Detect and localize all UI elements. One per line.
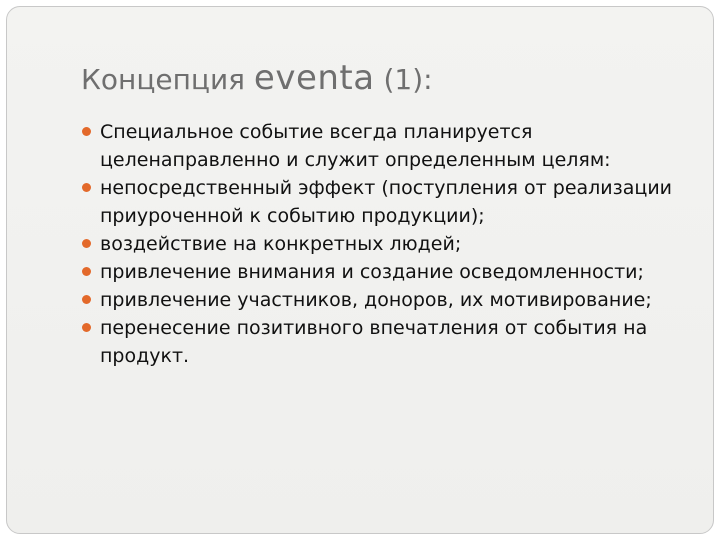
title-number: (1): <box>374 63 433 96</box>
bullet-dot-icon <box>82 183 91 192</box>
list-item-text: Специальное событие всегда планируется целенаправленно и служит определенным целям: <box>100 121 611 171</box>
list-item <box>82 118 682 174</box>
bullet-list <box>82 118 682 370</box>
bullet-dot-icon <box>82 127 91 136</box>
list-item-text: привлечение участников, доноров, их мотивирование; <box>100 289 652 311</box>
list-item-text: перенесение позитивного впечатления от события на продукт. <box>100 317 648 367</box>
bullet-dot-icon <box>82 267 91 276</box>
bullet-dot-icon <box>82 323 91 332</box>
list-item-text: воздействие на конкретных людей; <box>100 233 462 255</box>
bullet-dot-icon <box>82 295 91 304</box>
slide-title <box>81 58 433 98</box>
title-word-eventa: eventa <box>253 58 375 98</box>
list-item <box>82 230 682 258</box>
bullet-dot-icon <box>82 239 91 248</box>
list-item <box>82 314 682 370</box>
list-item-text: непосредственный эффект (поступления от реализации приуроченной к событию продукции); <box>100 177 673 227</box>
list-item <box>82 174 682 230</box>
list-item <box>82 258 682 286</box>
title-word-concept: Концепция <box>81 63 254 96</box>
list-item <box>82 286 682 314</box>
list-item-text: привлечение внимания и создание осведомленности; <box>100 261 644 283</box>
